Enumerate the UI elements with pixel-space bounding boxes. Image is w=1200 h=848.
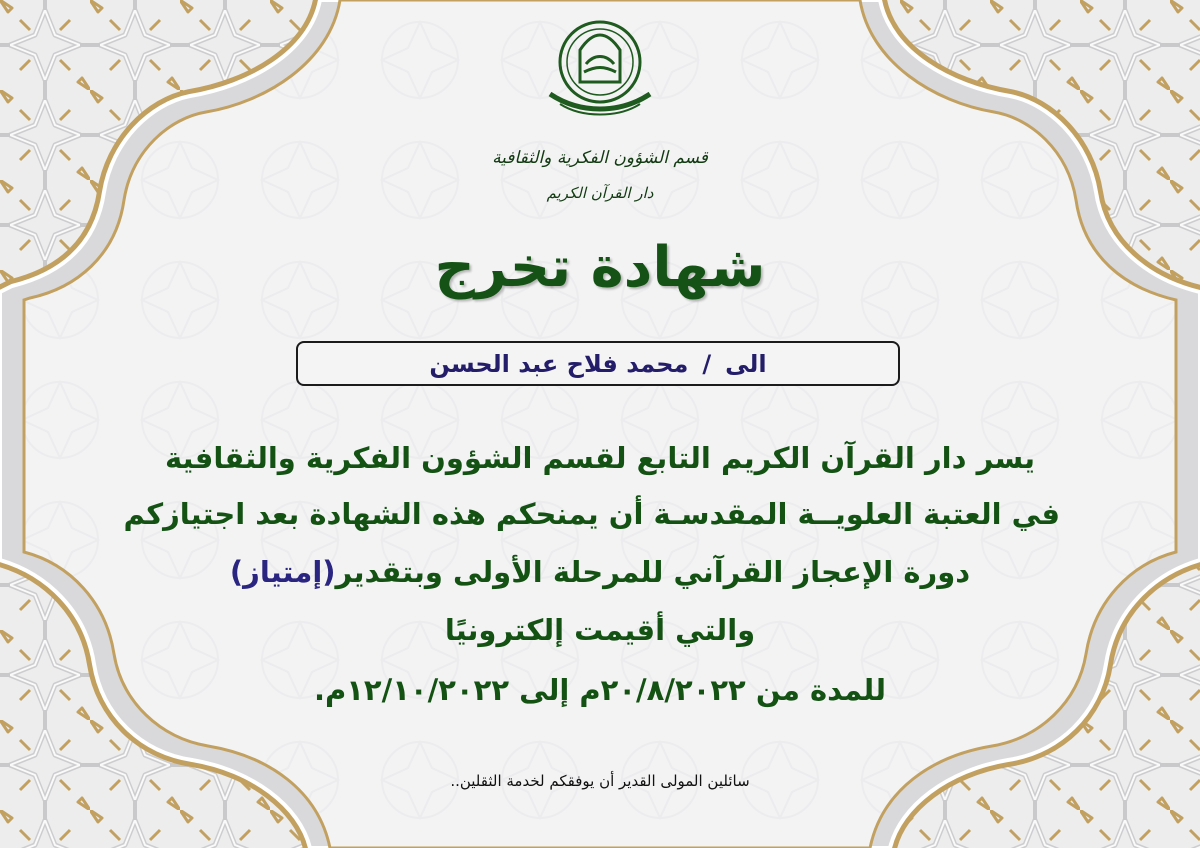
body-line-4: والتي أقيمت إلكترونيًا	[444, 613, 756, 647]
grade-text: (إمتياز)	[229, 555, 336, 589]
recipient-separator: /	[702, 349, 712, 378]
closing-text: سائلين المولى القدير أن يوفقكم لخدمة الثقلين..	[450, 772, 750, 790]
body-line-1: يسر دار القرآن الكريم التابع لقسم الشؤون الفكرية والثقافية	[164, 441, 1036, 475]
recipient-box	[296, 341, 900, 386]
body-line-3-text: دورة الإعجاز القرآني للمرحلة الأولى وبتقدير	[335, 555, 971, 589]
recipient-prefix: الى	[725, 349, 767, 378]
body-line-3	[140, 550, 1060, 594]
body-line-2: في العتبة العلويــة المقدسـة أن يمنحكم هذه الشهادة بعد اجتيازكم	[123, 497, 1060, 531]
sub-department-name: دار القرآن الكريم	[546, 184, 654, 202]
shrine-emblem-icon	[520, 10, 680, 130]
certificate-title: شهادة تخرج	[434, 235, 766, 300]
recipient-name: محمد فلاح عبد الحسن	[429, 349, 689, 378]
department-name: قسم الشؤون الفكرية والثقافية	[492, 148, 708, 168]
body-line-5: للمدة من ٢٠/٨/٢٠٢٢م إلى ١٢/١٠/٢٠٢٢م.	[313, 673, 887, 707]
